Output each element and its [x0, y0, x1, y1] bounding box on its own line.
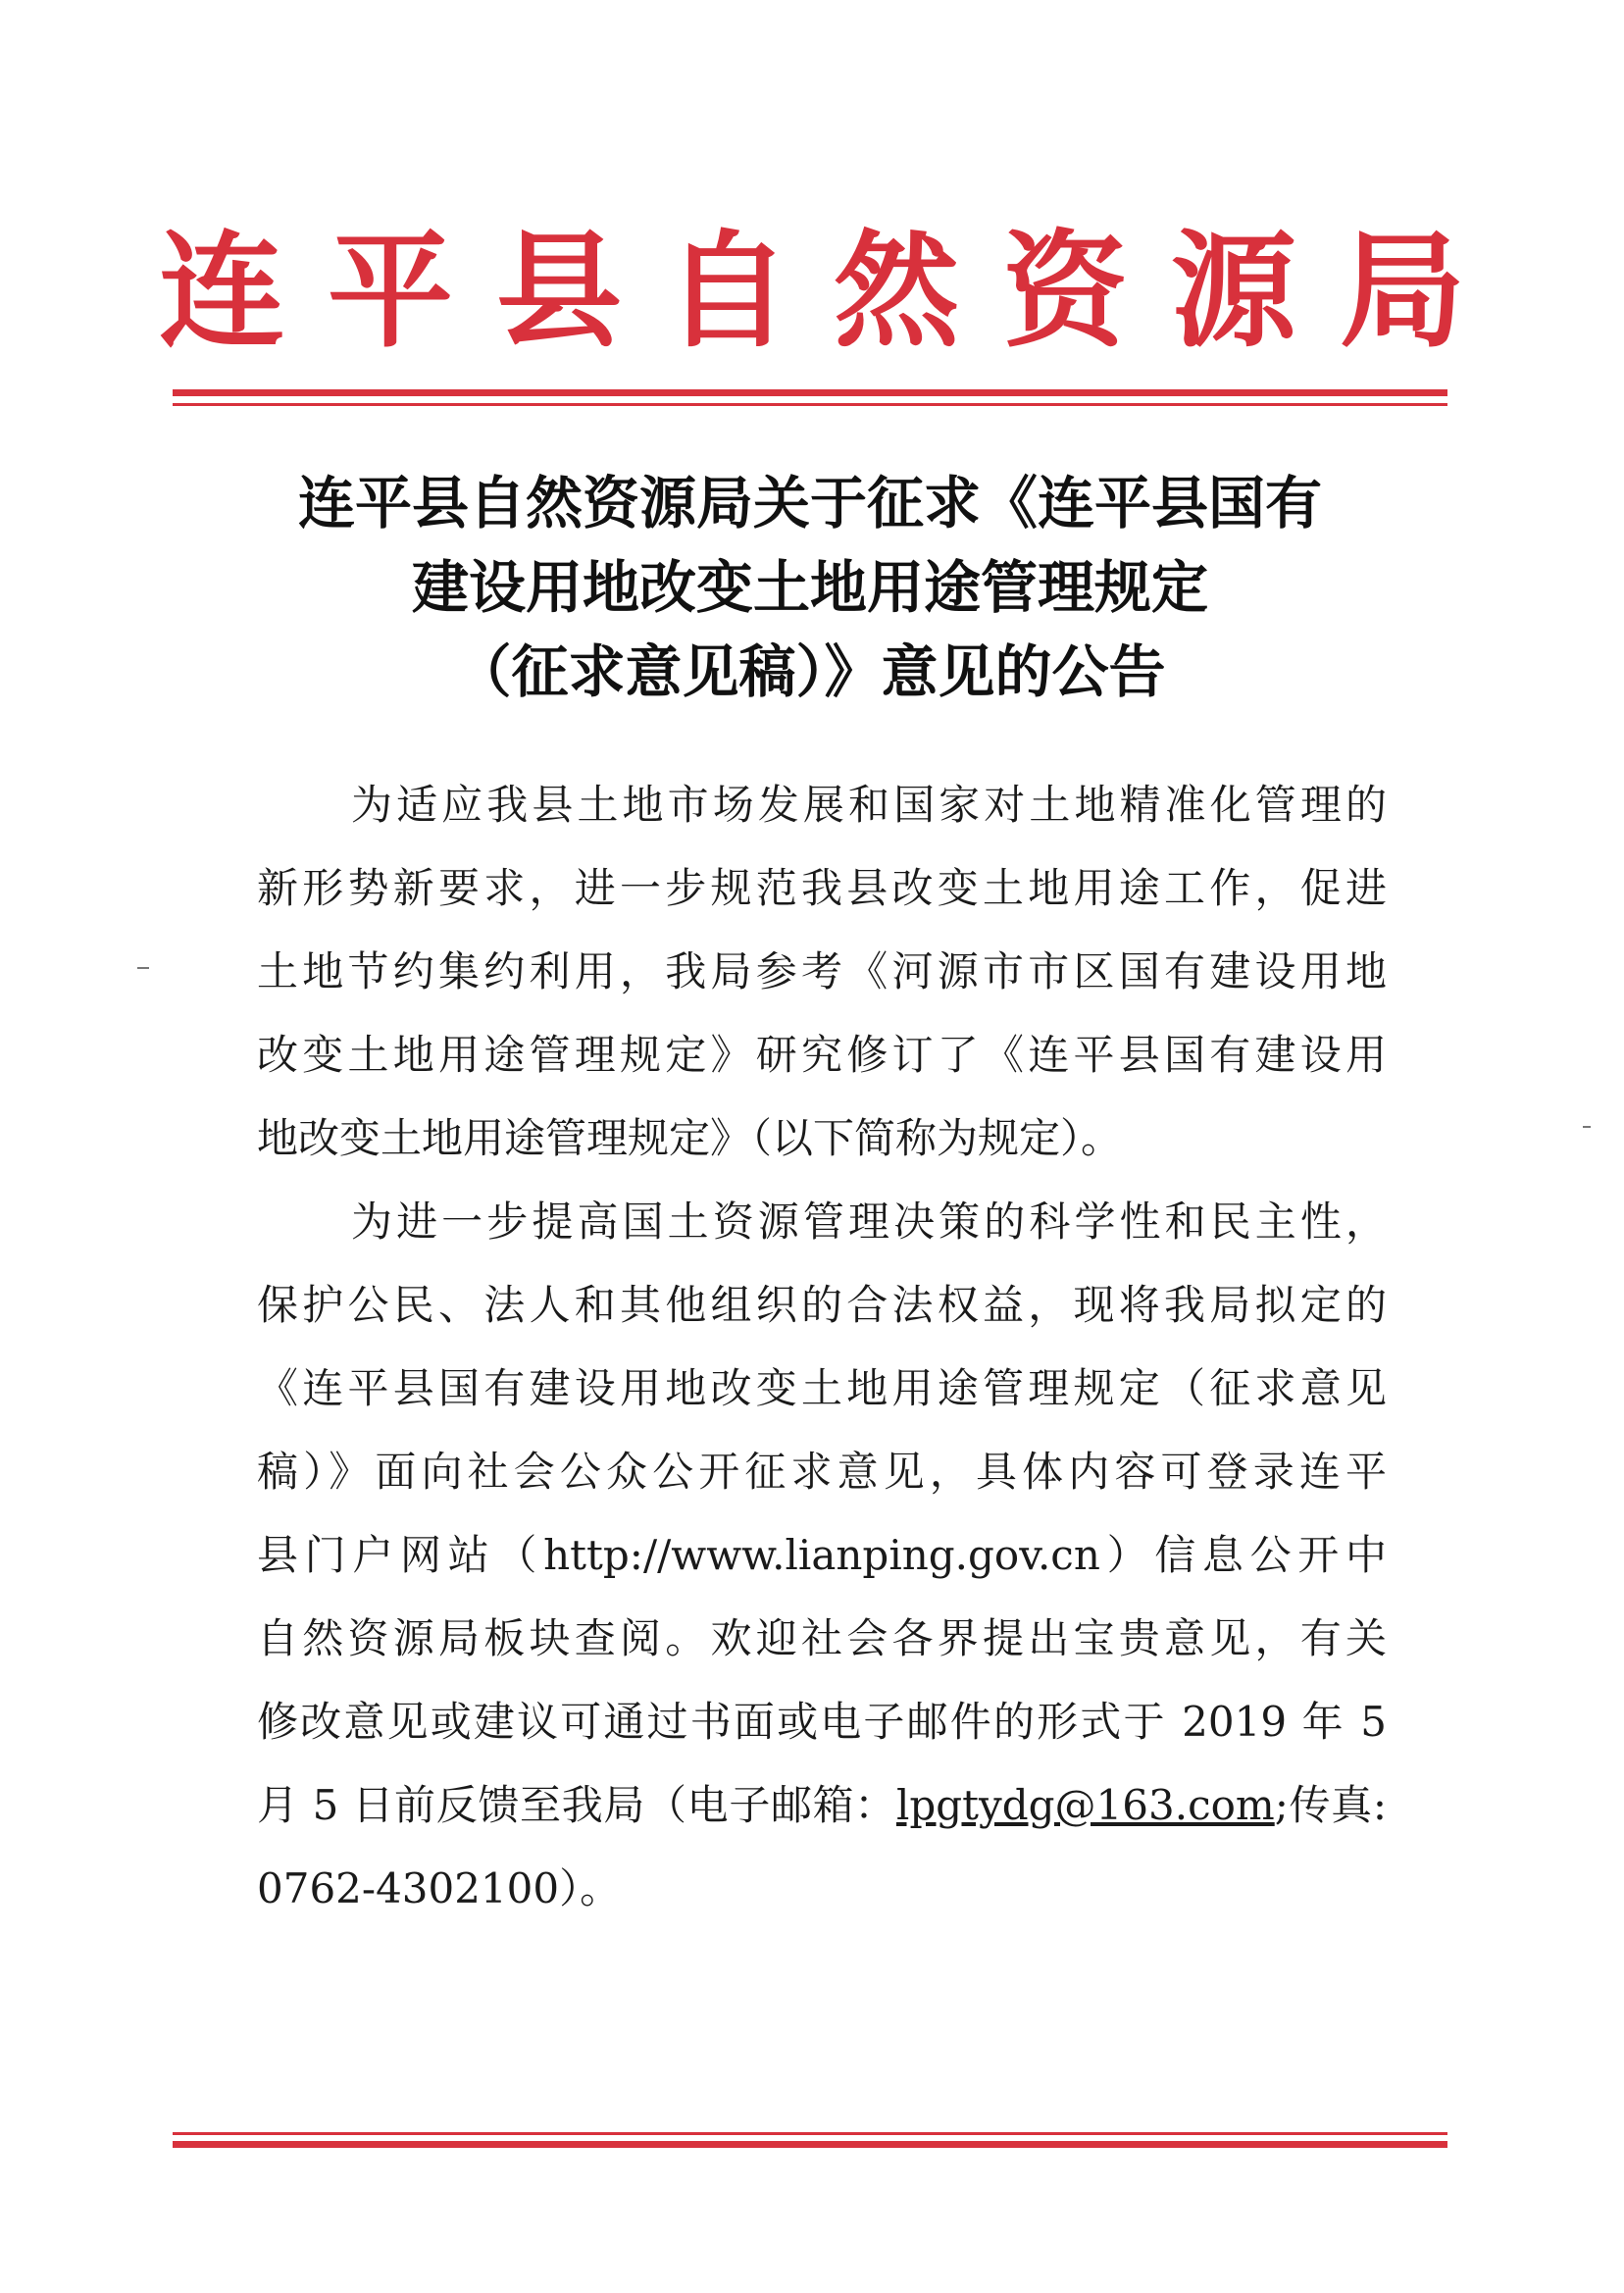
letterhead-agency-name: 连平县自然资源局 [158, 218, 1508, 365]
paragraph-1-line: 新形势新要求，进一步规范我县改变土地用途工作，促进 [257, 864, 1387, 912]
document-title [173, 461, 1447, 714]
paragraph-2-line: 保护公民、法人和其他组织的合法权益，现将我局拟定的 [257, 1281, 1387, 1329]
paragraph-2-line: 县门户网站（http://www.lianping.gov.cn）信息公开中 [257, 1531, 1387, 1579]
scan-mark [137, 967, 149, 969]
document-body [257, 763, 1387, 1930]
fax-label: ;传真: [1274, 1781, 1387, 1829]
feedback-deadline-text: 月 5 日前反馈至我局（电子邮箱： [257, 1781, 896, 1829]
paragraph-2-line: 自然资源局板块查阅。欢迎社会各界提出宝贵意见，有关 [257, 1614, 1387, 1662]
footer-rule-thin [173, 2132, 1447, 2135]
paragraph-2-line: 为进一步提高国土资源管理决策的科学性和民主性， [351, 1197, 1387, 1246]
paragraph-2-line: 修改意见或建议可通过书面或电子邮件的形式于 2019 年 5 [257, 1698, 1387, 1746]
letterhead-rule-thin [173, 403, 1447, 406]
paragraph-1-line: 土地节约集约利用，我局参考《河源市市区国有建设用地 [257, 947, 1387, 995]
paragraph-2-line-email [257, 1763, 1387, 1847]
fax-number-line: 0762-4302100）。 [257, 1864, 622, 1912]
title-line-1: 连平县自然资源局关于征求《连平县国有 [297, 470, 1322, 536]
scan-mark [1583, 1126, 1591, 1128]
feedback-email[interactable]: lpgtydg@163.com [895, 1781, 1275, 1829]
title-line-2: 建设用地改变土地用途管理规定 [411, 554, 1208, 621]
letterhead-rule-thick [173, 389, 1447, 396]
footer-rule-thick [173, 2141, 1447, 2148]
paragraph-2-line: 《连平县国有建设用地改变土地用途管理规定（征求意见 [257, 1364, 1387, 1412]
paragraph-2-line: 稿）》面向社会公众公开征求意见，具体内容可登录连平 [257, 1448, 1387, 1496]
title-line-3: （征求意见稿）》意见的公告 [454, 638, 1166, 705]
paragraph-1-line: 地改变土地用途管理规定》（以下简称为规定）。 [257, 1114, 1123, 1162]
paragraph-1-line: 改变土地用途管理规定》研究修订了《连平县国有建设用 [257, 1031, 1387, 1079]
paragraph-1-line: 为适应我县土地市场发展和国家对土地精准化管理的 [351, 781, 1387, 829]
